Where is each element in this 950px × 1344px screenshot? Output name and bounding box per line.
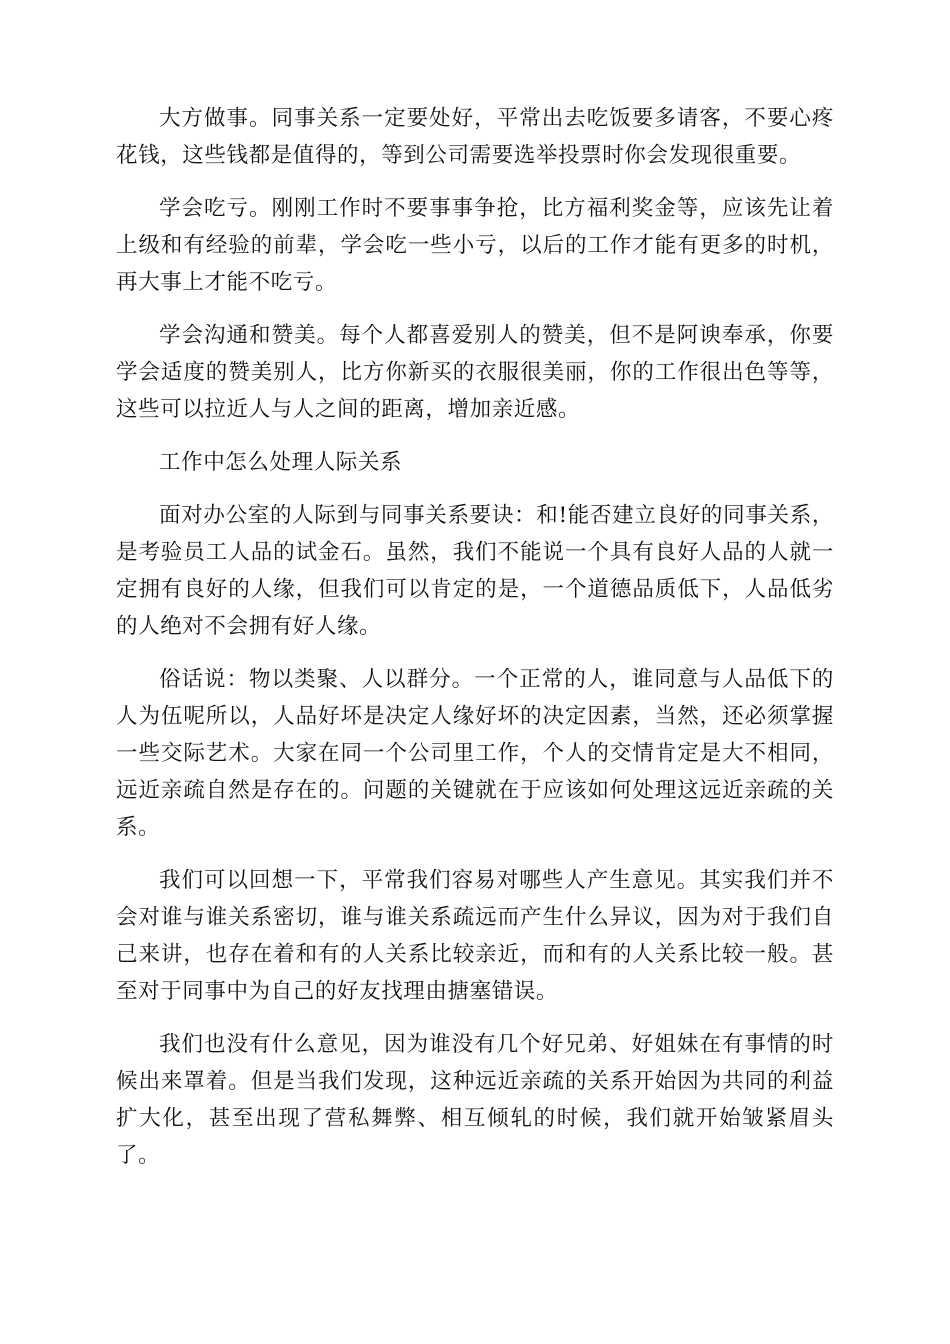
paragraph-no-objection: 我们也没有什么意见，因为谁没有几个好兄弟、好姐妹在有事情的时候出来罩着。但是当我们发现，这种远近亲疏的关系开始因为共同的利益扩大化，甚至出现了营私舞弊、相互倾轧的时候，我们就开始皱紧眉头了。 [116, 1032, 834, 1168]
paragraph-generous: 大方做事。同事关系一定要处好，平常出去吃饭要多请客，不要心疼花钱，这些钱都是值得的，等到公司需要选举投票时你会发现很重要。 [116, 106, 834, 168]
section-heading: 工作中怎么处理人际关系 [159, 450, 403, 475]
paragraph-harmony: 面对办公室的人际到与同事关系要诀：和!能否建立良好的同事关系，是考验员工人品的试金石。虽然，我们不能说一个具有良好人品的人就一定拥有良好的人缘，但我们可以肯定的是，一个道德品质低下，人品低劣的人绝对不会拥有好人缘。 [116, 503, 834, 639]
paragraph-reflect: 我们可以回想一下，平常我们容易对哪些人产生意见。其实我们并不会对谁与谁关系密切，谁与谁关系疏远而产生什么异议，因为对于我们自己来讲，也存在着和有的人关系比较亲近，而和有的人关系比较一般。甚至对于同事中为自己的好友找理由搪塞错误。 [116, 868, 834, 1004]
paragraph-communicate-praise: 学会沟通和赞美。每个人都喜爱别人的赞美，但不是阿谀奉承，你要学会适度的赞美别人，比方你新买的衣服很美丽，你的工作很出色等等，这些可以拉近人与人之间的距离，增加亲近感。 [116, 323, 834, 422]
paragraph-proverb: 俗话说：物以类聚、人以群分。一个正常的人，谁同意与人品低下的人为伍呢所以，人品好坏是决定人缘好坏的决定因素，当然，还必须掌握一些交际艺术。大家在同一个公司里工作，个人的交情肯定是大不相同，远近亲疏自然是存在的。问题的关键就在于应该如何处理这远近亲疏的关系。 [116, 667, 834, 840]
paragraph-take-loss: 学会吃亏。刚刚工作时不要事事争抢，比方福利奖金等，应该先让着上级和有经验的前辈，学会吃一些小亏，以后的工作才能有更多的时机，再大事上才能不吃亏。 [116, 196, 834, 295]
